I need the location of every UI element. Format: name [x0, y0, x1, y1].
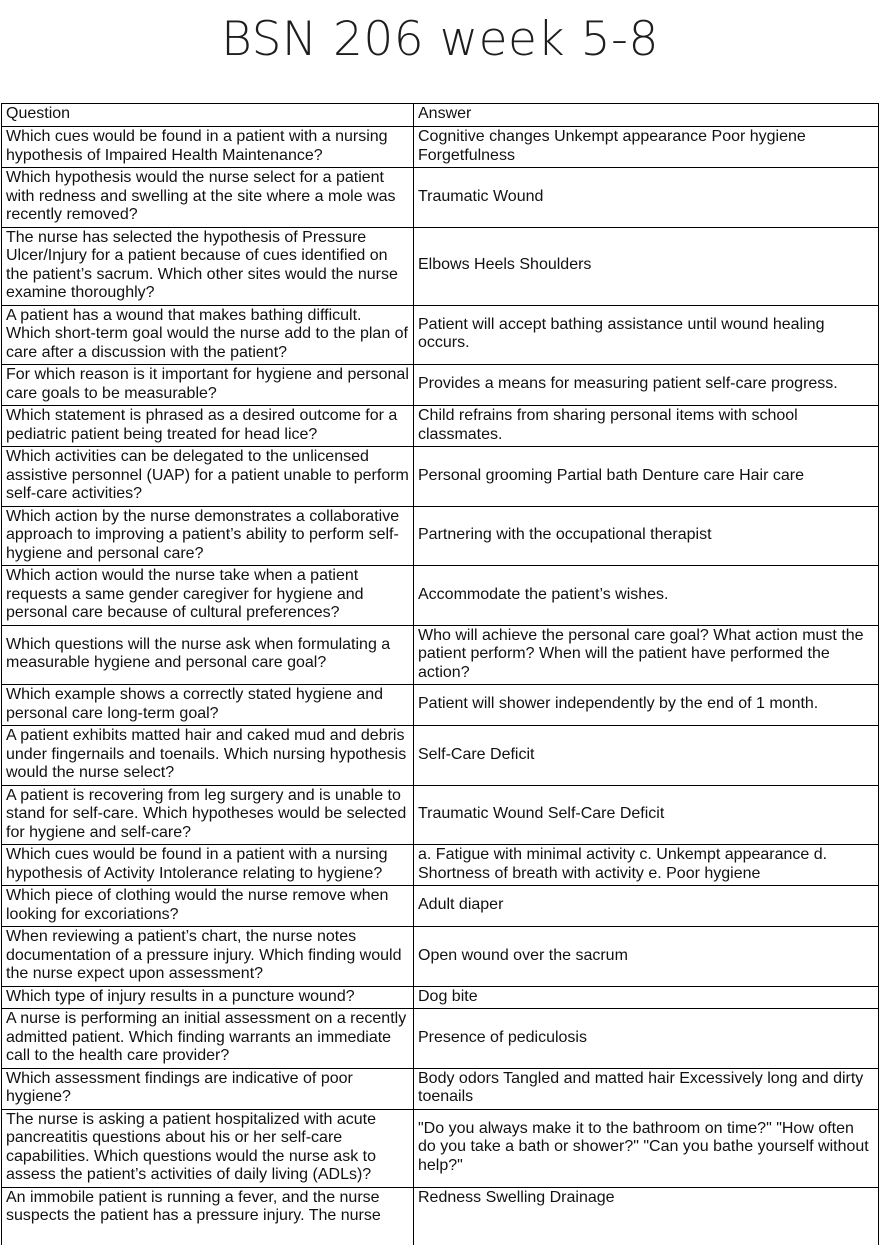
answer-cell: Body odors Tangled and matted hair Excessively long and dirty toenails	[414, 1068, 879, 1109]
answer-cell: Personal grooming Partial bath Denture care Hair care	[414, 447, 879, 507]
answer-cell: "Do you always make it to the bathroom on time?" "How often do you take a bath or shower?" "Can you bathe yourself without help?"	[414, 1109, 879, 1187]
flashcards-table	[1, 103, 879, 1245]
question-cell: The nurse is asking a patient hospitalized with acute pancreatitis questions about his or her self-care capabilities. Which questions would the nurse ask to assess the patient’s activities of daily living (ADLs)?	[2, 1109, 414, 1187]
table-row	[2, 1109, 879, 1187]
table-row	[2, 305, 879, 365]
question-cell: The nurse has selected the hypothesis of Pressure Ulcer/Injury for a patient because of cues identified on the patient’s sacrum. Which other sites would the nurse examine thoroughly?	[2, 227, 414, 305]
table-body	[2, 127, 879, 1245]
answer-cell: Redness Swelling Drainage	[414, 1187, 879, 1245]
question-cell: Which piece of clothing would the nurse remove when looking for excoriations?	[2, 886, 414, 927]
question-cell: Which type of injury results in a puncture wound?	[2, 986, 414, 1009]
answer-cell: Presence of pediculosis	[414, 1009, 879, 1069]
question-cell: When reviewing a patient’s chart, the nurse notes documentation of a pressure injury. Which finding would the nurse expect upon assessment?	[2, 927, 414, 987]
table-row	[2, 447, 879, 507]
answer-cell: Who will achieve the personal care goal? What action must the patient perform? When will the patient have performed the action?	[414, 625, 879, 685]
table-row	[2, 886, 879, 927]
question-cell: Which cues would be found in a patient with a nursing hypothesis of Activity Intolerance relating to hygiene?	[2, 845, 414, 886]
answer-column-header: Answer	[414, 104, 879, 127]
table-row	[2, 625, 879, 685]
answer-cell: Self-Care Deficit	[414, 726, 879, 786]
question-cell: Which questions will the nurse ask when formulating a measurable hygiene and personal care goal?	[2, 625, 414, 685]
answer-cell: Traumatic Wound	[414, 168, 879, 228]
question-cell: A patient has a wound that makes bathing difficult. Which short-term goal would the nurse add to the plan of care after a discussion with the patient?	[2, 305, 414, 365]
table-row	[2, 927, 879, 987]
table-row	[2, 785, 879, 845]
table-row	[2, 685, 879, 726]
answer-cell: Traumatic Wound Self-Care Deficit	[414, 785, 879, 845]
question-cell: Which activities can be delegated to the unlicensed assistive personnel (UAP) for a patient unable to perform self-care activities?	[2, 447, 414, 507]
answer-cell: Child refrains from sharing personal items with school classmates.	[414, 406, 879, 447]
question-cell: An immobile patient is running a fever, and the nurse suspects the patient has a pressure injury. The nurse	[2, 1187, 414, 1245]
answer-cell: Patient will accept bathing assistance until wound healing occurs.	[414, 305, 879, 365]
table-row	[2, 365, 879, 406]
question-column-header: Question	[2, 104, 414, 127]
answer-cell: a. Fatigue with minimal activity c. Unkempt appearance d. Shortness of breath with activity e. Poor hygiene	[414, 845, 879, 886]
answer-cell: Adult diaper	[414, 886, 879, 927]
table-row	[2, 986, 879, 1009]
question-cell: Which statement is phrased as a desired outcome for a pediatric patient being treated for head lice?	[2, 406, 414, 447]
table-header-row	[2, 104, 879, 127]
table-row	[2, 845, 879, 886]
question-cell: Which action by the nurse demonstrates a collaborative approach to improving a patient’s ability to perform self-hygiene and personal care?	[2, 506, 414, 566]
page-title: BSN 206 week 5-8	[221, 12, 659, 67]
answer-cell: Provides a means for measuring patient self-care progress.	[414, 365, 879, 406]
answer-cell: Accommodate the patient’s wishes.	[414, 566, 879, 626]
question-cell: Which assessment findings are indicative of poor hygiene?	[2, 1068, 414, 1109]
question-cell: Which hypothesis would the nurse select for a patient with redness and swelling at the site where a mole was recently removed?	[2, 168, 414, 228]
question-cell: For which reason is it important for hygiene and personal care goals to be measurable?	[2, 365, 414, 406]
question-cell: Which example shows a correctly stated hygiene and personal care long-term goal?	[2, 685, 414, 726]
answer-cell: Cognitive changes Unkempt appearance Poor hygiene Forgetfulness	[414, 127, 879, 168]
question-cell: Which action would the nurse take when a patient requests a same gender caregiver for hygiene and personal care because of cultural preferences?	[2, 566, 414, 626]
question-cell: A nurse is performing an initial assessment on a recently admitted patient. Which finding warrants an immediate call to the health care provider?	[2, 1009, 414, 1069]
question-cell: Which cues would be found in a patient with a nursing hypothesis of Impaired Health Maintenance?	[2, 127, 414, 168]
table-row	[2, 566, 879, 626]
answer-cell: Patient will shower independently by the end of 1 month.	[414, 685, 879, 726]
table-row	[2, 406, 879, 447]
table-row	[2, 1009, 879, 1069]
table-row	[2, 726, 879, 786]
table-row	[2, 168, 879, 228]
question-cell: A patient exhibits matted hair and caked mud and debris under fingernails and toenails. Which nursing hypothesis would the nurse select?	[2, 726, 414, 786]
table-row	[2, 1187, 879, 1245]
answer-cell: Elbows Heels Shoulders	[414, 227, 879, 305]
table-row	[2, 127, 879, 168]
answer-cell: Open wound over the sacrum	[414, 927, 879, 987]
answer-cell: Dog bite	[414, 986, 879, 1009]
table-row	[2, 227, 879, 305]
table-row	[2, 1068, 879, 1109]
question-cell: A patient is recovering from leg surgery and is unable to stand for self-care. Which hypotheses would be selected for hygiene and self-care?	[2, 785, 414, 845]
answer-cell: Partnering with the occupational therapist	[414, 506, 879, 566]
table-row	[2, 506, 879, 566]
